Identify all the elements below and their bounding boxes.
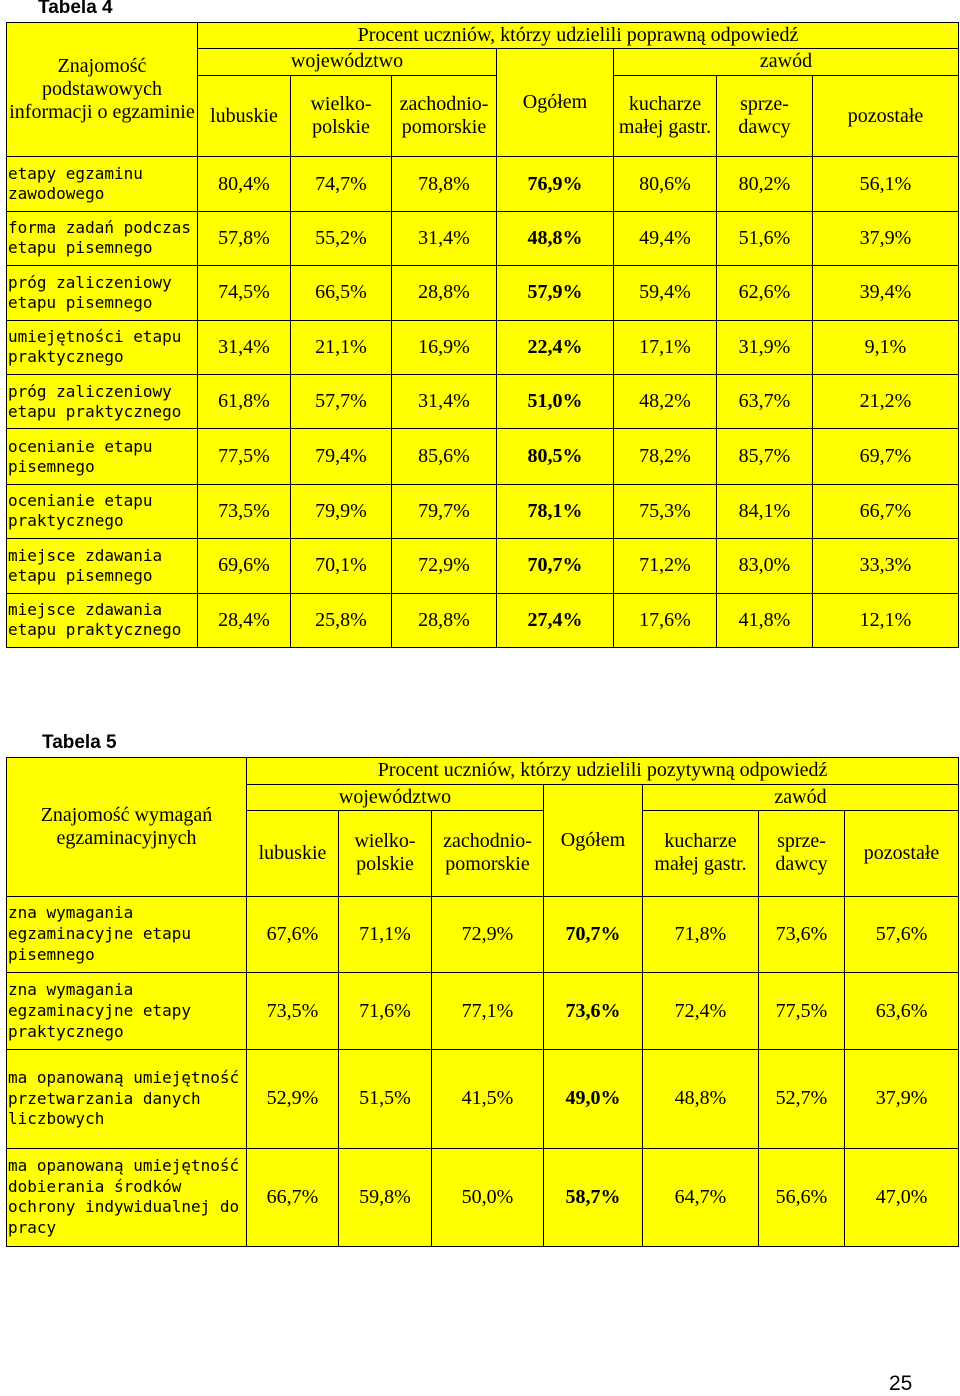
- value-cell: 85,6%: [392, 429, 497, 484]
- row-label: ma opanowaną umiejętność przetwarzania danych liczbowych: [7, 1049, 247, 1148]
- table-row: [7, 973, 959, 1050]
- value-cell: 57,7%: [291, 374, 392, 428]
- row-label: miejsce zdawania etapu pisemnego: [7, 539, 198, 593]
- row-label: ma opanowaną umiejętność dobierania środków ochrony indywidualnej do pracy: [7, 1148, 247, 1246]
- value-cell: 31,9%: [717, 320, 813, 374]
- table5-col-zachodniopomorskie: zachodnio-pomorskie: [432, 811, 544, 897]
- table4-zawod-header: zawód: [614, 48, 959, 76]
- row-label: etapy egzaminu zawodowego: [7, 157, 198, 211]
- table5: [6, 757, 959, 1247]
- total-value-cell: 51,0%: [497, 374, 614, 428]
- table4-col-wielkopolskie: wielko-polskie: [291, 76, 392, 157]
- value-cell: 69,7%: [813, 429, 959, 484]
- value-cell: 73,5%: [247, 973, 339, 1050]
- value-cell: 37,9%: [845, 1049, 959, 1148]
- table-row: [7, 266, 959, 320]
- row-label: umiejętności etapu praktycznego: [7, 320, 198, 374]
- value-cell: 31,4%: [198, 320, 291, 374]
- value-cell: 21,1%: [291, 320, 392, 374]
- total-value-cell: 80,5%: [497, 429, 614, 484]
- value-cell: 57,6%: [845, 896, 959, 973]
- value-cell: 69,6%: [198, 539, 291, 593]
- table5-col-kucharze: kucharze małej gastr.: [643, 811, 759, 897]
- value-cell: 61,8%: [198, 374, 291, 428]
- value-cell: 71,8%: [643, 896, 759, 973]
- table-row: [7, 211, 959, 265]
- value-cell: 79,4%: [291, 429, 392, 484]
- total-value-cell: 78,1%: [497, 484, 614, 538]
- value-cell: 37,9%: [813, 211, 959, 265]
- row-label: próg zaliczeniowy etapu praktycznego: [7, 374, 198, 428]
- value-cell: 59,8%: [339, 1148, 432, 1246]
- value-cell: 31,4%: [392, 211, 497, 265]
- total-value-cell: 48,8%: [497, 211, 614, 265]
- value-cell: 25,8%: [291, 593, 392, 647]
- value-cell: 77,5%: [198, 429, 291, 484]
- total-value-cell: 70,7%: [497, 539, 614, 593]
- total-value-cell: 76,9%: [497, 157, 614, 211]
- table-row: [7, 539, 959, 593]
- table4-wojewodztwo-header: województwo: [198, 48, 497, 76]
- value-cell: 50,0%: [432, 1148, 544, 1246]
- table4-corner-header: Znajomość podstawowych informacji o egzaminie: [7, 23, 198, 157]
- table5-caption: Tabela 5: [42, 732, 117, 753]
- table-row: [7, 320, 959, 374]
- value-cell: 85,7%: [717, 429, 813, 484]
- row-label: ocenianie etapu pisemnego: [7, 429, 198, 484]
- value-cell: 21,2%: [813, 374, 959, 428]
- table5-col-pozostale: pozostałe: [845, 811, 959, 897]
- value-cell: 17,1%: [614, 320, 717, 374]
- table5-col-sprzedawcy: sprze-dawcy: [759, 811, 845, 897]
- value-cell: 62,6%: [717, 266, 813, 320]
- table4-col-lubuskie: lubuskie: [198, 76, 291, 157]
- value-cell: 48,8%: [643, 1049, 759, 1148]
- value-cell: 28,8%: [392, 266, 497, 320]
- value-cell: 83,0%: [717, 539, 813, 593]
- value-cell: 12,1%: [813, 593, 959, 647]
- value-cell: 17,6%: [614, 593, 717, 647]
- value-cell: 9,1%: [813, 320, 959, 374]
- value-cell: 31,4%: [392, 374, 497, 428]
- value-cell: 64,7%: [643, 1148, 759, 1246]
- value-cell: 78,8%: [392, 157, 497, 211]
- value-cell: 77,1%: [432, 973, 544, 1050]
- table4-col-pozostale: pozostałe: [813, 76, 959, 157]
- value-cell: 52,7%: [759, 1049, 845, 1148]
- table5-zawod-header: zawód: [643, 784, 959, 811]
- value-cell: 51,6%: [717, 211, 813, 265]
- table-row: [7, 429, 959, 484]
- value-cell: 39,4%: [813, 266, 959, 320]
- table4-col-kucharze: kucharze małej gastr.: [614, 76, 717, 157]
- total-value-cell: 49,0%: [544, 1049, 643, 1148]
- table-row: [7, 1148, 959, 1246]
- table5-col-lubuskie: lubuskie: [247, 811, 339, 897]
- row-label: zna wymagania egzaminacyjne etapy praktycznego: [7, 973, 247, 1050]
- value-cell: 71,1%: [339, 896, 432, 973]
- value-cell: 77,5%: [759, 973, 845, 1050]
- row-label: miejsce zdawania etapu praktycznego: [7, 593, 198, 647]
- value-cell: 55,2%: [291, 211, 392, 265]
- value-cell: 71,2%: [614, 539, 717, 593]
- value-cell: 47,0%: [845, 1148, 959, 1246]
- table-row: [7, 593, 959, 647]
- value-cell: 66,7%: [247, 1148, 339, 1246]
- table4-group-header: Procent uczniów, którzy udzielili poprawną odpowiedź: [198, 23, 959, 49]
- table4-col-ogolem: Ogółem: [497, 48, 614, 157]
- row-label: zna wymagania egzaminacyjne etapu pisemnego: [7, 896, 247, 973]
- value-cell: 52,9%: [247, 1049, 339, 1148]
- total-value-cell: 57,9%: [497, 266, 614, 320]
- table-row: [7, 374, 959, 428]
- page-number: 25: [889, 1372, 913, 1395]
- value-cell: 73,6%: [759, 896, 845, 973]
- total-value-cell: 70,7%: [544, 896, 643, 973]
- total-value-cell: 27,4%: [497, 593, 614, 647]
- table4: [6, 22, 959, 648]
- value-cell: 56,6%: [759, 1148, 845, 1246]
- table5-corner-header: Znajomość wymagań egzaminacyjnych: [7, 758, 247, 897]
- table5-col-ogolem: Ogółem: [544, 784, 643, 896]
- value-cell: 33,3%: [813, 539, 959, 593]
- value-cell: 75,3%: [614, 484, 717, 538]
- value-cell: 71,6%: [339, 973, 432, 1050]
- table5-col-wielkopolskie: wielko-polskie: [339, 811, 432, 897]
- value-cell: 28,8%: [392, 593, 497, 647]
- value-cell: 79,9%: [291, 484, 392, 538]
- row-label: ocenianie etapu praktycznego: [7, 484, 198, 538]
- value-cell: 80,4%: [198, 157, 291, 211]
- value-cell: 59,4%: [614, 266, 717, 320]
- value-cell: 16,9%: [392, 320, 497, 374]
- value-cell: 72,4%: [643, 973, 759, 1050]
- table5-wojewodztwo-header: województwo: [247, 784, 544, 811]
- table4-col-sprzedawcy: sprze-dawcy: [717, 76, 813, 157]
- value-cell: 67,6%: [247, 896, 339, 973]
- table-row: [7, 484, 959, 538]
- value-cell: 72,9%: [432, 896, 544, 973]
- value-cell: 74,5%: [198, 266, 291, 320]
- row-label: próg zaliczeniowy etapu pisemnego: [7, 266, 198, 320]
- table-row: [7, 1049, 959, 1148]
- value-cell: 48,2%: [614, 374, 717, 428]
- value-cell: 66,5%: [291, 266, 392, 320]
- value-cell: 80,2%: [717, 157, 813, 211]
- value-cell: 74,7%: [291, 157, 392, 211]
- value-cell: 51,5%: [339, 1049, 432, 1148]
- value-cell: 57,8%: [198, 211, 291, 265]
- row-label: forma zadań podczas etapu pisemnego: [7, 211, 198, 265]
- value-cell: 80,6%: [614, 157, 717, 211]
- value-cell: 41,8%: [717, 593, 813, 647]
- value-cell: 84,1%: [717, 484, 813, 538]
- total-value-cell: 58,7%: [544, 1148, 643, 1246]
- value-cell: 70,1%: [291, 539, 392, 593]
- value-cell: 78,2%: [614, 429, 717, 484]
- value-cell: 72,9%: [392, 539, 497, 593]
- value-cell: 79,7%: [392, 484, 497, 538]
- table4-col-zachodniopomorskie: zachodnio-pomorskie: [392, 76, 497, 157]
- value-cell: 41,5%: [432, 1049, 544, 1148]
- value-cell: 49,4%: [614, 211, 717, 265]
- value-cell: 28,4%: [198, 593, 291, 647]
- table4-caption: Tabela 4: [38, 0, 113, 18]
- value-cell: 63,6%: [845, 973, 959, 1050]
- value-cell: 73,5%: [198, 484, 291, 538]
- table-row: [7, 896, 959, 973]
- value-cell: 63,7%: [717, 374, 813, 428]
- value-cell: 66,7%: [813, 484, 959, 538]
- table-row: [7, 157, 959, 211]
- table5-group-header: Procent uczniów, którzy udzielili pozytywną odpowiedź: [247, 758, 959, 785]
- value-cell: 56,1%: [813, 157, 959, 211]
- total-value-cell: 73,6%: [544, 973, 643, 1050]
- total-value-cell: 22,4%: [497, 320, 614, 374]
